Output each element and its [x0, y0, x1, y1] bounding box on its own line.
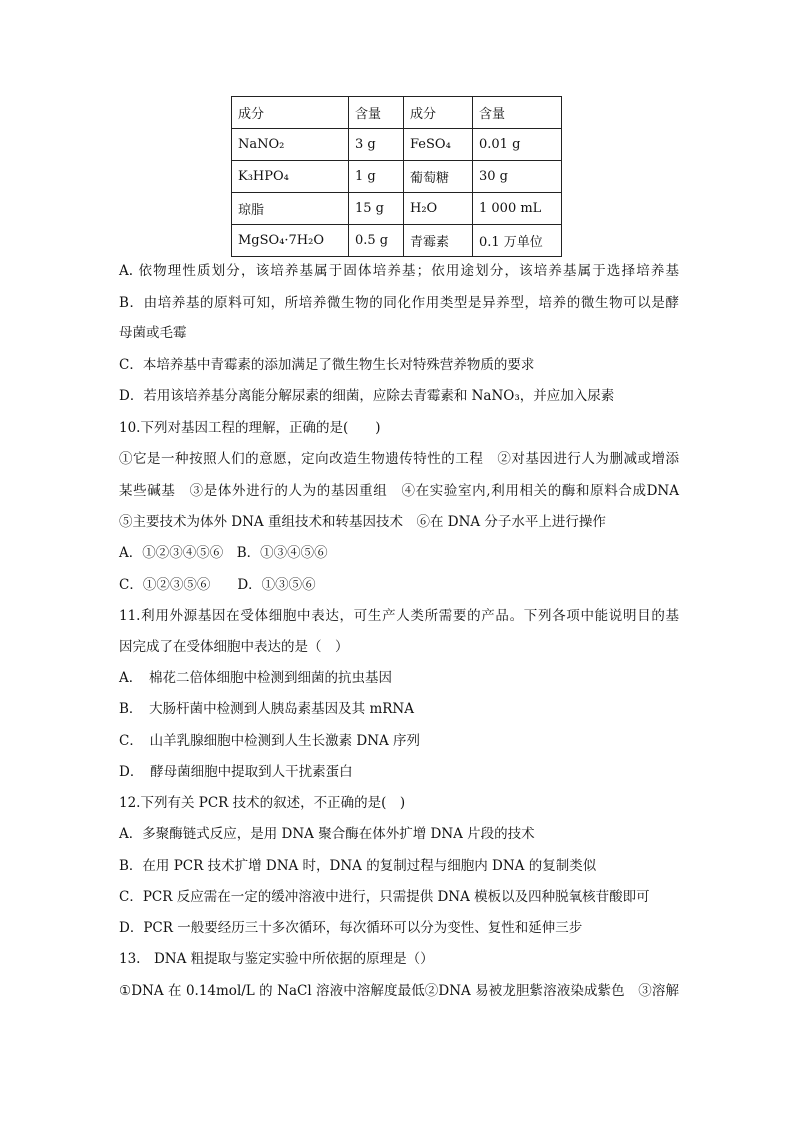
table-cell: 1 g	[349, 161, 404, 193]
question-11-option-d: D． 酵母菌细胞中提取到人干扰素蛋白	[119, 764, 353, 780]
question-10-statements-2: 某些碱基 ③是体外进行的人为的基因重组 ④在实验室内,利用相关的酶和原料合成DNA	[119, 483, 679, 499]
table-cell: 1 000 mL	[473, 193, 562, 225]
question-11-option-c: C． 山羊乳腺细胞中检测到人生长激素 DNA 序列	[119, 733, 421, 749]
table-cell: NaNO₂	[232, 129, 349, 161]
table-cell: 成分	[232, 97, 349, 129]
question-10-options-ab: A．①②③④⑤⑥ B．①③④⑤⑥	[119, 545, 328, 561]
option-d-text: D．若用该培养基分离能分解尿素的细菌，应除去青霉素和 NaNO₃，并应加入尿素	[119, 388, 615, 404]
table-row	[232, 129, 562, 161]
question-13-statements: ①DNA 在 0.14mol/L 的 NaCl 溶液中溶解度最低②DNA 易被龙胆紫溶液染成紫色 ③溶解	[119, 983, 679, 999]
table-cell: H₂O	[404, 193, 473, 225]
table-row	[232, 161, 562, 193]
question-10-statements-3: ⑤主要技术为体外 DNA 重组技术和转基因技术 ⑥在 DNA 分子水平上进行操作	[119, 514, 606, 530]
question-11-option-b: B． 大肠杆菌中检测到人胰岛素基因及其 mRNA	[119, 701, 414, 717]
table-cell: 0.01 g	[473, 129, 562, 161]
table-cell: 3 g	[349, 129, 404, 161]
option-b-continued: 母菌或毛霉	[119, 325, 187, 341]
table-cell: 0.5 g	[349, 225, 404, 257]
table-cell: 青霉素	[404, 225, 473, 257]
question-12-option-a: A．多聚酶链式反应，是用 DNA 聚合酶在体外扩增 DNA 片段的技术	[119, 826, 535, 842]
table-cell: 葡萄糖	[404, 161, 473, 193]
table-cell: 琼脂	[232, 193, 349, 225]
table-cell: 30 g	[473, 161, 562, 193]
question-12-option-b: B．在用 PCR 技术扩增 DNA 时，DNA 的复制过程与细胞内 DNA 的复制类似	[119, 858, 597, 874]
table-cell: 0.1 万单位	[473, 225, 562, 257]
option-c-text: C．本培养基中青霉素的添加满足了微生物生长对特殊营养物质的要求	[119, 357, 535, 373]
table-row	[232, 225, 562, 257]
question-12-option-c: C．PCR 反应需在一定的缓冲溶液中进行，只需提供 DNA 模板以及四种脱氧核苷酸即可	[119, 889, 650, 905]
question-11-stem: 11.利用外源基因在受体细胞中表达，可生产人类所需要的产品。下列各项中能说明目的基	[119, 608, 679, 624]
table-cell: K₃HPO₄	[232, 161, 349, 193]
question-10-options-cd: C．①②③⑤⑥ D．①③⑤⑥	[119, 577, 316, 593]
question-10-statements-1: ①它是一种按照人们的意愿，定向改造生物遗传特性的工程 ②对基因进行人为删减或增添	[119, 451, 679, 467]
question-12-stem: 12.下列有关 PCR 技术的叙述，不正确的是( )	[119, 795, 406, 811]
table-header-row	[232, 97, 562, 129]
question-13-stem: 13. DNA 粗提取与鉴定实验中所依据的原理是（）	[119, 951, 434, 967]
table-cell: 含量	[349, 97, 404, 129]
question-12-option-d: D．PCR 一般要经历三十多次循环，每次循环可以分为变性、复性和延伸三步	[119, 920, 583, 936]
table-cell: MgSO₄·7H₂O	[232, 225, 349, 257]
question-10-stem: 10.下列对基因工程的理解，正确的是( )	[119, 420, 381, 436]
option-a-text: A. 依物理性质划分，该培养基属于固体培养基；依用途划分，该培养基属于选择培养基	[119, 263, 679, 279]
table-row	[232, 193, 562, 225]
question-11-stem-continued: 因完成了在受体细胞中表达的是（ ）	[119, 639, 349, 655]
medium-composition-table	[231, 96, 562, 257]
table-cell: 含量	[473, 97, 562, 129]
table-cell: 15 g	[349, 193, 404, 225]
question-11-option-a: A． 棉花二倍体细胞中检测到细菌的抗虫基因	[119, 670, 392, 686]
table-cell: 成分	[404, 97, 473, 129]
option-b-text: B．由培养基的原料可知，所培养微生物的同化作用类型是异养型，培养的微生物可以是酵	[119, 295, 679, 311]
table-cell: FeSO₄	[404, 129, 473, 161]
